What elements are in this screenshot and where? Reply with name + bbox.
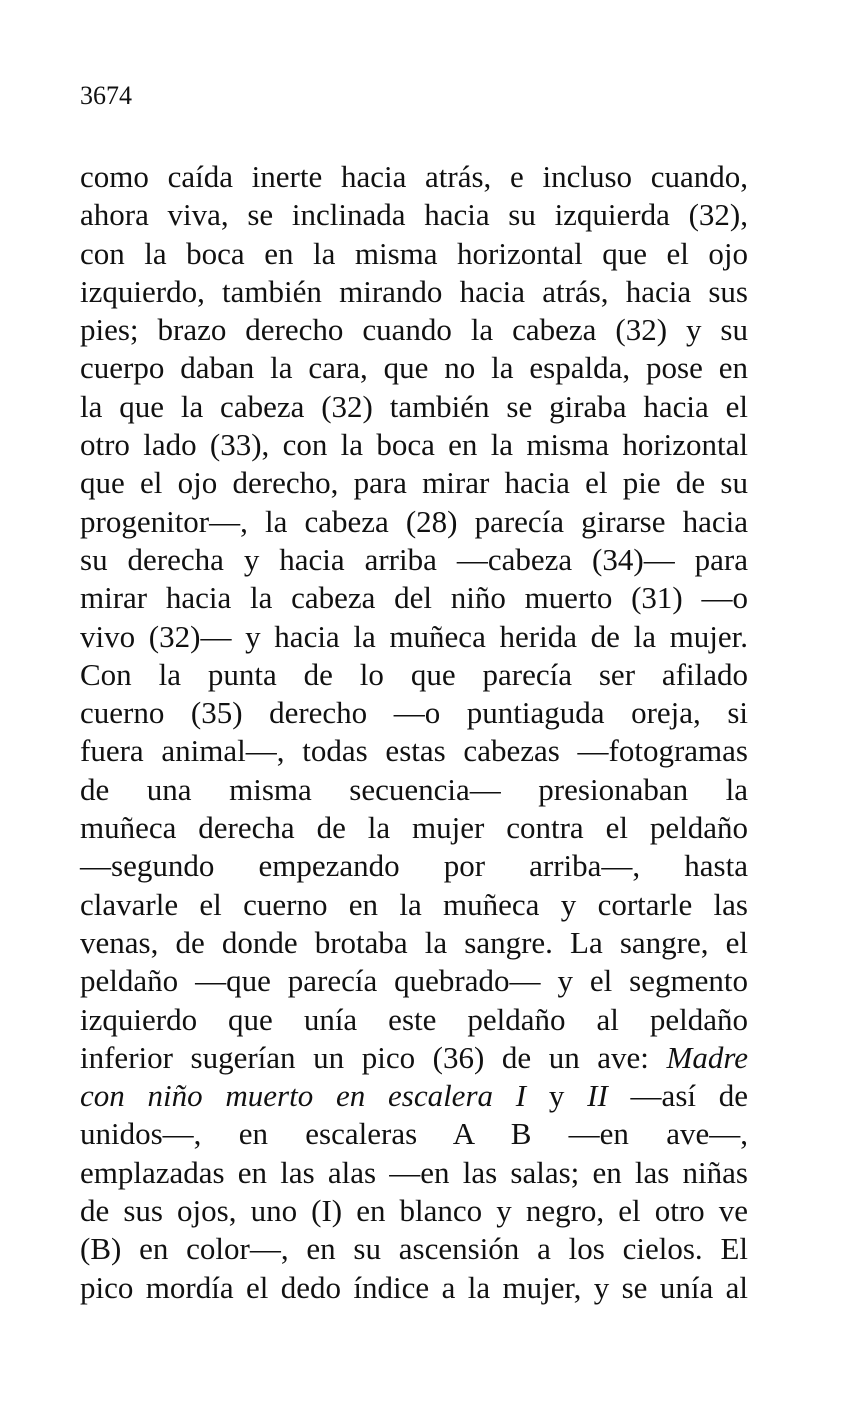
text-line: mirar hacia la cabeza del niño muerto (31) —o [80, 580, 748, 616]
text-line: peldaño —que parecía quebrado— y el segmento [80, 963, 748, 999]
text-line: izquierdo que unía este peldaño al peldaño [80, 1001, 748, 1037]
text-line: otro lado (33), con la boca en la misma horizontal [80, 427, 748, 463]
text-line: izquierdo, también mirando hacia atrás, hacia sus [80, 273, 748, 309]
text-segment: y [526, 1078, 588, 1114]
text-line-with-italic [80, 1039, 748, 1077]
text-line: emplazadas en las alas —en las salas; en las niñas [80, 1154, 748, 1190]
text-line: cuerno (35) derecho —o puntiaguda oreja, si [80, 695, 748, 731]
text-line: vivo (32)— y hacia la muñeca herida de la mujer. [80, 618, 748, 654]
text-line: de una misma secuencia— presionaban la [80, 771, 748, 807]
text-line: (B) en color—, en su ascensión a los cielos. El [80, 1231, 748, 1267]
italic-title-segment: Madre [666, 1039, 748, 1075]
text-line: pico mordía el dedo índice a la mujer, y se unía al [80, 1269, 748, 1305]
text-line: venas, de donde brotaba la sangre. La sangre, el [80, 924, 748, 960]
text-line: con la boca en la misma horizontal que el ojo [80, 235, 748, 271]
text-line: la que la cabeza (32) también se giraba hacia el [80, 388, 748, 424]
italic-numeral: I [515, 1078, 527, 1114]
text-line: Con la punta de lo que parecía ser afilado [80, 656, 748, 692]
text-line: ahora viva, se inclinada hacia su izquierda (32), [80, 197, 748, 233]
text-line-with-italic [80, 1077, 748, 1115]
body-text [80, 158, 748, 1307]
italic-numeral: II [587, 1078, 608, 1114]
text-line: unidos—, en escaleras A B —en ave—, [80, 1116, 748, 1152]
text-segment: inferior sugerían un pico (36) de un ave: [80, 1039, 667, 1075]
page-number: 3674 [80, 81, 132, 110]
text-line: fuera animal—, todas estas cabezas —fotogramas [80, 733, 748, 769]
text-line: su derecha y hacia arriba —cabeza (34)— para [80, 541, 748, 577]
text-segment: —así de [607, 1078, 749, 1114]
text-line: muñeca derecha de la mujer contra el peldaño [80, 810, 748, 846]
text-line: progenitor—, la cabeza (28) parecía girarse hacia [80, 503, 748, 539]
text-line: de sus ojos, uno (I) en blanco y negro, el otro ve [80, 1193, 748, 1229]
italic-title-segment: con niño muerto en escalera [80, 1078, 494, 1114]
text-line: que el ojo derecho, para mirar hacia el pie de su [80, 465, 748, 501]
text-line: clavarle el cuerno en la muñeca y cortarle las [80, 886, 748, 922]
text-line: —segundo empezando por arriba—, hasta [80, 848, 748, 884]
text-line: como caída inerte hacia atrás, e incluso cuando, [80, 159, 748, 194]
text-line: pies; brazo derecho cuando la cabeza (32) y su [80, 312, 748, 348]
text-line: cuerpo daban la cara, que no la espalda, pose en [80, 350, 748, 386]
